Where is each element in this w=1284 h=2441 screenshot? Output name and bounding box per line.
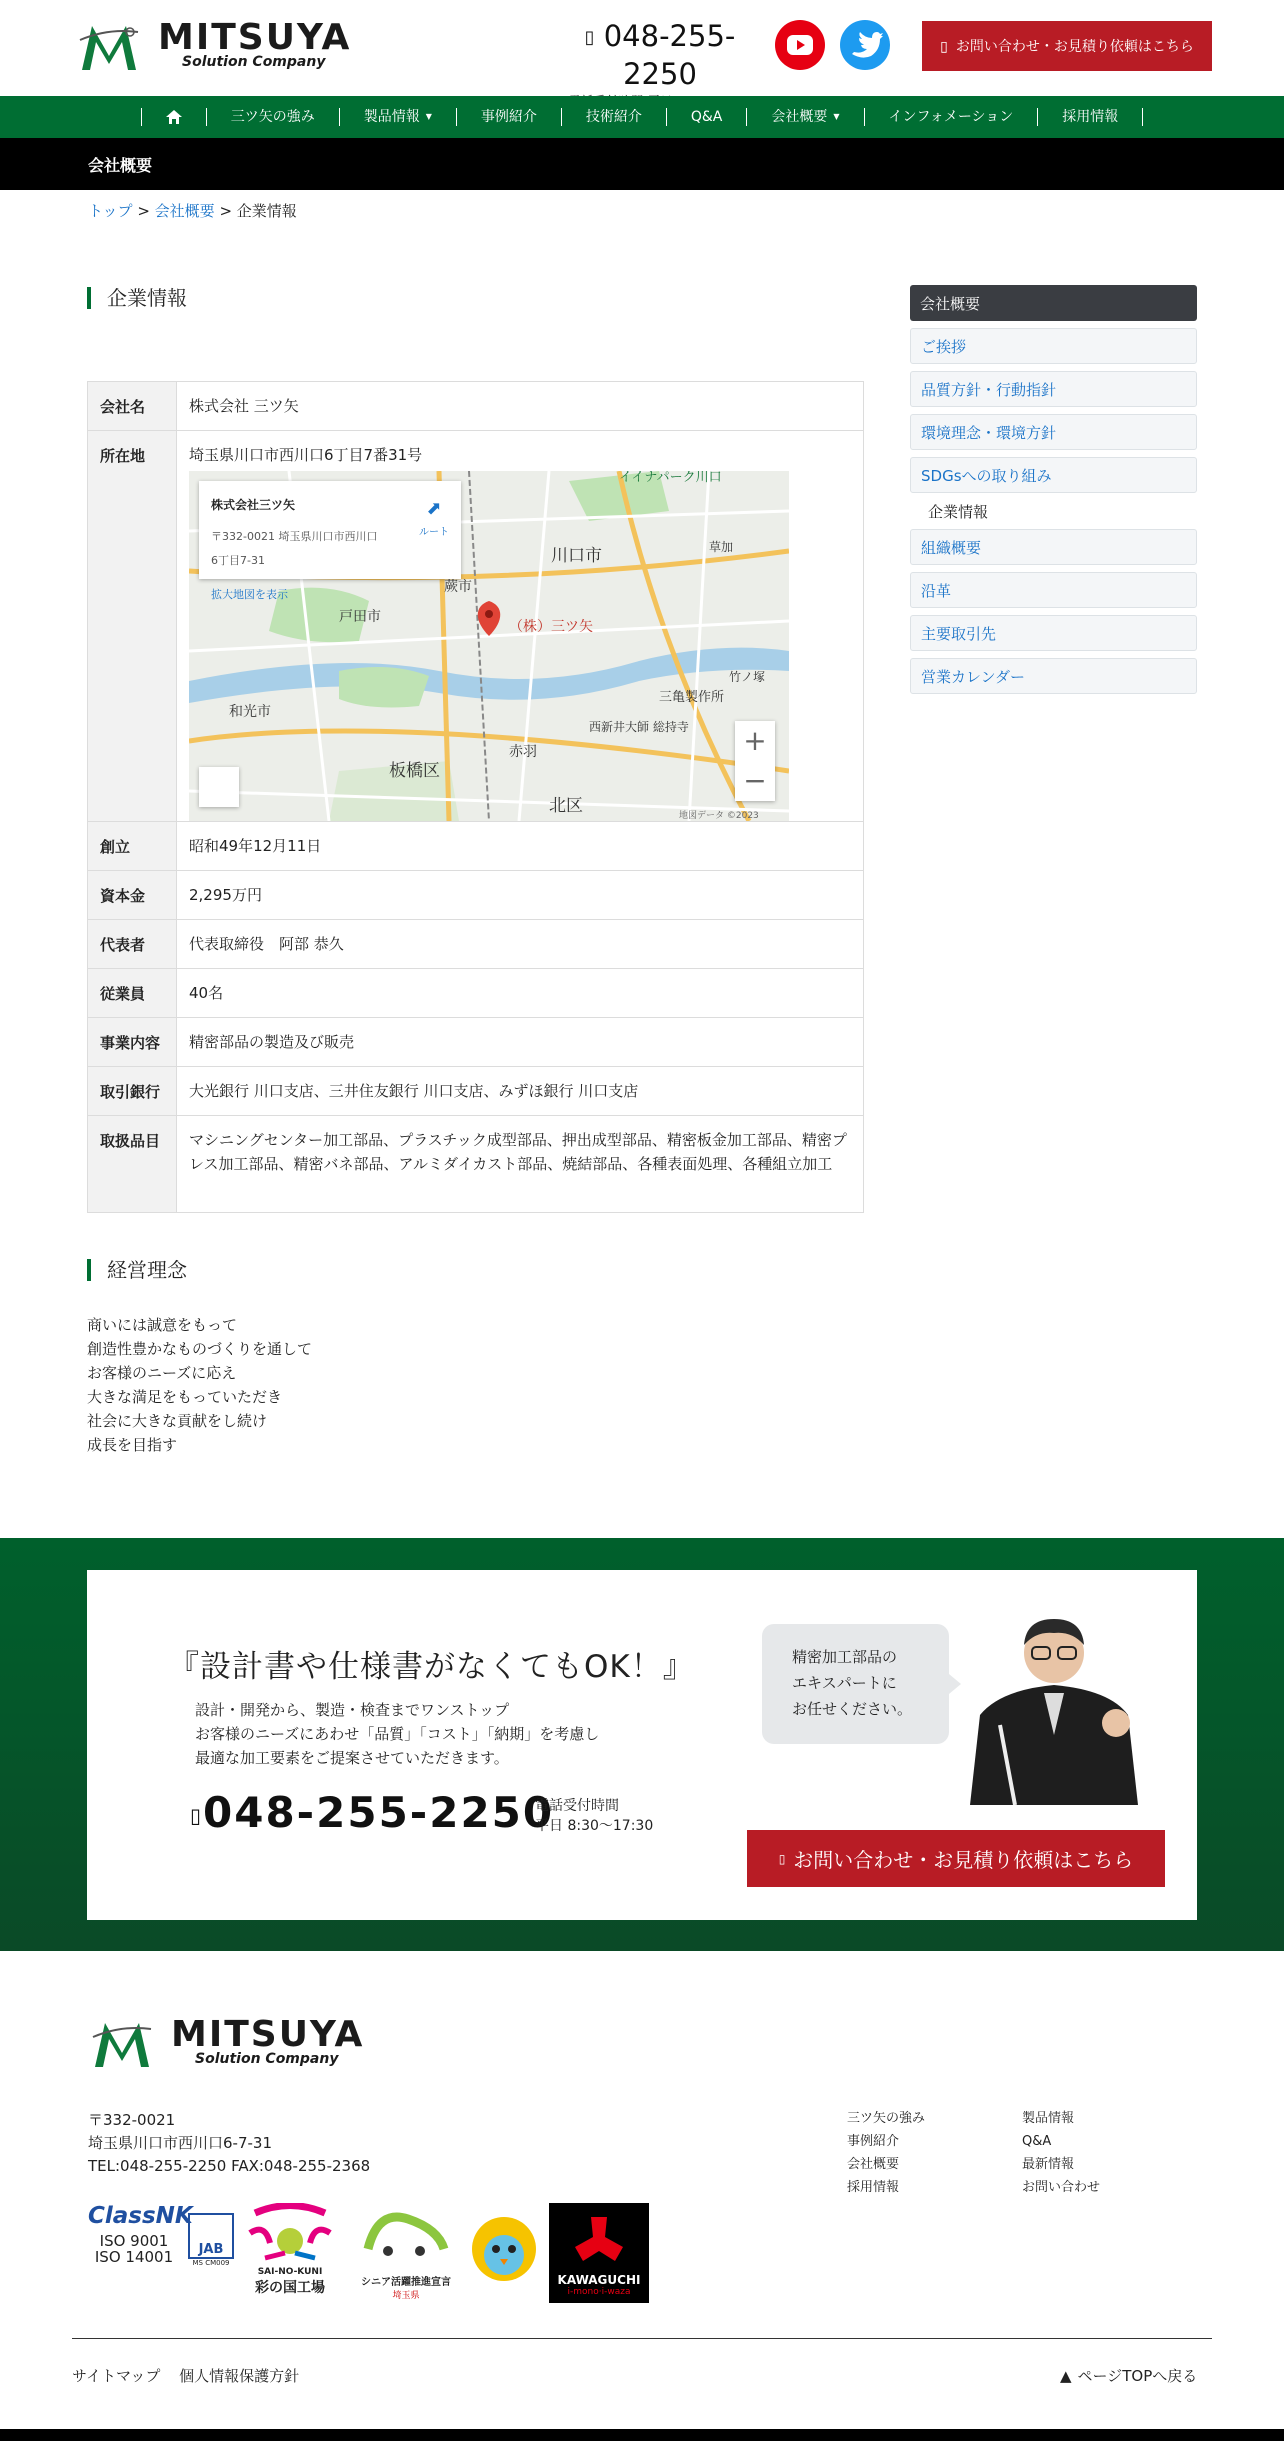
cta-hours: 電話受付時間 平日 8:30〜17:30 [535, 1798, 654, 1834]
svg-text:竹ノ塚: 竹ノ塚 [729, 670, 766, 684]
philosophy-line: 成長を目指す [87, 1436, 178, 1454]
cta-title: 『設計書や仕様書がなくてもOK！』 [168, 1649, 695, 1685]
philosophy-line: 創造性豊かなものづくりを通して [87, 1340, 313, 1358]
row-value: 株式会社 三ツ矢 [177, 382, 864, 431]
nav-qa[interactable]: Q&A [666, 108, 747, 126]
svg-text:和光市: 和光市 [229, 704, 271, 720]
sidebar-item-environment[interactable]: 環境理念・環境方針 [910, 414, 1197, 450]
site-logo[interactable] [78, 17, 352, 74]
page-top-link[interactable]: ▲ ページTOPへ戻る [1060, 2367, 1198, 2385]
sidebar-header: 会社概要 [910, 285, 1197, 321]
breadcrumb: トップ > 会社概要 > 企業情報 [88, 202, 297, 220]
footer-divider [72, 2338, 1212, 2339]
svg-text:地図データ ©2023: 地図データ ©2023 [679, 811, 759, 821]
footer-address: 〒332-0021 埼玉県川口市西川口6-7-31 TEL:048-255-2250 FAX:048-255-2368 [88, 2111, 371, 2175]
triangle-up-icon: ▲ [1060, 2367, 1072, 2385]
table-row: 事業内容 精密部品の製造及び販売 [88, 1018, 864, 1067]
nav-products[interactable]: 製品情報 ▼ [339, 108, 456, 126]
footer-logo[interactable] [91, 2014, 365, 2071]
footer-link[interactable]: 最新情報 [1022, 2157, 1075, 2172]
mitsuya-logo-mark [91, 2015, 153, 2071]
header-contact-label: お問い合わせ・お見積り依頼はこちら [955, 38, 1194, 54]
sidebar-item-organization[interactable]: 組織概要 [910, 529, 1197, 565]
cta-description: 設計・開発から、製造・検査までワンストップ お客様のニーズにあわせ「品質」「コスト」「納期」を考慮し 最適な加工要素をご提案させていただきます。 [195, 1701, 600, 1767]
sitemap-link[interactable]: サイトマップ [72, 2367, 161, 2385]
jab-badge: JAB MS CM009 [188, 2213, 234, 2273]
zoom-out-icon[interactable]: − [743, 764, 767, 797]
directions-icon: ⬈ [426, 498, 442, 519]
zoom-in-icon[interactable]: + [743, 724, 767, 757]
map-route-button[interactable]: ⬈ ルート [419, 498, 449, 538]
page-title-bar: 会社概要 [0, 138, 1284, 190]
svg-text:蕨市: 蕨市 [444, 579, 472, 595]
map-card-title: 株式会社三ツ矢 [211, 498, 296, 512]
breadcrumb-company-link[interactable]: 会社概要 [154, 202, 215, 220]
cta-phone-number: 048-255-2250 [203, 1788, 555, 1837]
footer-link[interactable]: 三ツ矢の強み [847, 2111, 926, 2126]
mitsuya-logo-mark [78, 18, 140, 74]
caret-down-icon: ▼ [425, 112, 432, 121]
philosophy-text [87, 1313, 312, 1457]
sidebar-item-current: 企業情報 [928, 502, 989, 521]
svg-text:西新井大師 総持寺: 西新井大師 総持寺 [589, 720, 689, 734]
senior-logo [358, 2209, 454, 2269]
svg-text:三亀製作所: 三亀製作所 [659, 690, 725, 705]
philosophy-line: お客様のニーズに応え [87, 1364, 237, 1382]
map-card-link[interactable]: 拡大地図を表示 [211, 588, 288, 601]
breadcrumb-current: 企業情報 [236, 202, 297, 220]
table-row: 代表者 代表取締役 阿部 恭久 [88, 920, 864, 969]
caret-down-icon: ▼ [833, 112, 840, 121]
senior-badge: シニア活躍推進宣言 埼玉県 [354, 2209, 458, 2301]
footer-link[interactable]: 製品情報 [1022, 2111, 1075, 2126]
logo-wordmark: MITSUYA [158, 17, 352, 58]
footer-links-left [847, 2107, 925, 2199]
philosophy-line: 社会に大きな貢献をし続け [87, 1412, 268, 1430]
map-pin-label: （株）三ツ矢 [509, 619, 593, 635]
table-row: 取扱品目 マシニングセンター加工部品、プラスチック成型部品、押出成型部品、精密板金加工部品、精密プレス加工部品、精密バネ部品、アルミダイカスト部品、焼結部品、各種表面処理、各種組立加工 [88, 1116, 864, 1213]
map-zoom-control [735, 721, 775, 801]
twitter-icon[interactable] [840, 20, 890, 70]
sidebar-item-sdgs[interactable]: SDGsへの取り組み [910, 457, 1197, 493]
staff-photo [960, 1605, 1148, 1805]
table-row: 創立 昭和49年12月11日 [88, 822, 864, 871]
svg-text:赤羽: 赤羽 [509, 744, 537, 760]
sidebar-item-calendar[interactable]: 営業カレンダー [910, 658, 1197, 694]
svg-text:北区: 北区 [549, 796, 583, 816]
footer-link[interactable]: 事例紹介 [847, 2134, 900, 2149]
philosophy-line: 商いには誠意をもって [87, 1316, 238, 1334]
sidebar-item-quality[interactable]: 品質方針・行動指針 [910, 371, 1197, 407]
kawaguchi-badge: KAWAGUCHI i-mono·i-waza [549, 2203, 649, 2303]
cta-contact-label: お問い合わせ・お見積り依頼はこちら [793, 1850, 1134, 1872]
nav-company[interactable]: 会社概要 ▼ [746, 108, 863, 126]
section-heading-philosophy: 経営理念 [87, 1259, 187, 1281]
row-label: 所在地 [88, 431, 177, 822]
footer-bar [0, 2429, 1284, 2441]
svg-text:草加: 草加 [709, 540, 734, 554]
cta-phone[interactable] [190, 1788, 554, 1837]
cta-contact-button[interactable] [747, 1830, 1165, 1887]
mail-icon: ▯ [778, 1851, 786, 1866]
global-nav [0, 96, 1284, 138]
classnk-badge: ClassNK ISO 9001 ISO 14001 [88, 2203, 193, 2266]
phone-icon: ▯ [584, 27, 595, 48]
philosophy-line: 大きな満足をもっていただき [87, 1388, 283, 1406]
certification-badges [88, 2203, 648, 2305]
svg-text:板橋区: 板橋区 [389, 761, 440, 781]
nav-strengths[interactable]: 三ツ矢の強み [206, 108, 339, 126]
privacy-link[interactable]: 個人情報保護方針 [179, 2367, 300, 2385]
table-row: 従業員 40名 [88, 969, 864, 1018]
table-row [88, 431, 864, 822]
table-row: 資本金 2,295万円 [88, 871, 864, 920]
sidebar-item-clients[interactable]: 主要取引先 [910, 615, 1197, 651]
nav-cases[interactable]: 事例紹介 [456, 108, 561, 126]
table-row: 取引銀行 大光銀行 川口支店、三井住友銀行 川口支店、みずほ銀行 川口支店 [88, 1067, 864, 1116]
google-map[interactable] [189, 471, 789, 821]
sidebar-item-history[interactable]: 沿革 [910, 572, 1197, 608]
sidebar-item-greeting[interactable]: ご挨拶 [910, 328, 1197, 364]
header-contact-button[interactable] [922, 21, 1212, 71]
table-row [88, 382, 864, 431]
footer-link[interactable]: 会社概要 [847, 2157, 900, 2172]
logo-subtitle: Solution Company [182, 54, 326, 70]
breadcrumb-top-link[interactable]: トップ [88, 202, 133, 220]
svg-text:イイナパーク川口: イイナパーク川口 [619, 471, 722, 485]
nav-home[interactable] [141, 108, 206, 126]
footer-bottom-links [72, 2365, 299, 2386]
kobaton-badge [466, 2209, 542, 2299]
nav-information[interactable]: インフォメーション [864, 108, 1038, 126]
map-card-address: 〒332-0021 埼玉県川口市西川口6丁目7-31 [211, 530, 378, 567]
footer-link[interactable]: お問い合わせ [1022, 2180, 1101, 2195]
svg-text:戸田市: 戸田市 [339, 609, 381, 625]
mail-icon: ▯ [940, 37, 948, 54]
logo-wordmark: MITSUYA [171, 2014, 365, 2055]
sainokuni-logo [245, 2203, 335, 2263]
footer-link[interactable]: Q&A [1022, 2134, 1052, 2149]
row-label: 会社名 [88, 382, 177, 431]
map-label: 川口市 [551, 546, 602, 566]
nav-recruit[interactable]: 採用情報 [1037, 108, 1143, 126]
row-value: 埼玉県川口市西川口6丁目7番31号 [189, 446, 423, 464]
footer-link[interactable]: 採用情報 [847, 2180, 900, 2195]
footer-links-right [1022, 2107, 1100, 2199]
company-info-table [87, 381, 864, 1213]
logo-subtitle: Solution Company [195, 2051, 339, 2067]
speech-bubble: 精密加工部品の エキスパートに お任せください。 [762, 1624, 949, 1744]
map-pegman-control[interactable] [199, 767, 239, 807]
section-heading-company-info: 企業情報 [87, 287, 187, 309]
header-phone-number: 048-255-2250 [603, 19, 736, 91]
nav-tech[interactable]: 技術紹介 [561, 108, 666, 126]
sidebar [910, 285, 1197, 694]
home-icon [166, 110, 182, 124]
sainokuni-badge: SAI-NO-KUNI 彩の国工場 [240, 2203, 340, 2297]
phone-icon: ▯ [190, 1803, 204, 1828]
youtube-icon[interactable] [775, 20, 825, 70]
